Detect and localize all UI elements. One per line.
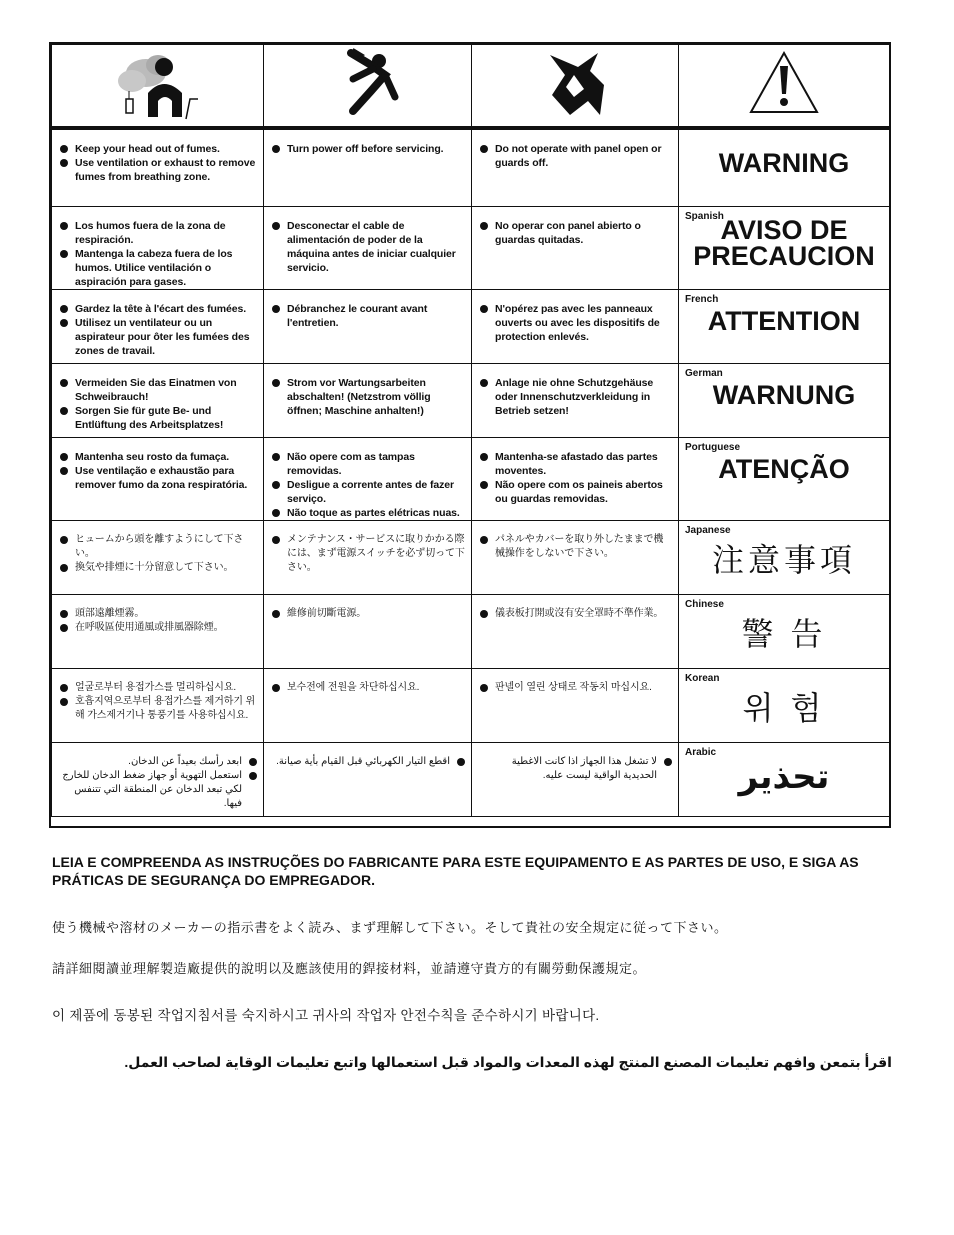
language-cell [679, 520, 890, 594]
warning-cell-c1 [52, 128, 264, 206]
warning-item: No operar con panel abierto o guardas quitadas. [480, 219, 672, 247]
safety-warning-table [49, 42, 891, 828]
warning-item: 儀表板打開或沒有安全罩時不準作業。 [480, 607, 672, 621]
warning-triangle-icon [679, 45, 890, 129]
warning-item: ヒュームから頭を離すようにして下さい。 [60, 533, 257, 561]
electric-shock-icon [264, 45, 472, 129]
warning-item: N'opérez pas avec les panneaux ouverts ou avec les dispositifs de protection enlevés. [480, 302, 672, 344]
warning-cell-c1 [52, 520, 264, 594]
signal-word: AVISO DE PRECAUCION [693, 214, 875, 271]
warning-cell-c2 [264, 742, 472, 816]
warning-item: استعمل التهوية أو جهاز ضغط الدخان للخارج لكي تبعد الدخان عن المنطقة التي تتنفس فيها. [60, 769, 257, 811]
warning-cell-c1 [52, 363, 264, 437]
warning-cell-c2 [264, 128, 472, 206]
warning-cell-c3 [472, 520, 679, 594]
warning-cell-c1 [52, 437, 264, 520]
warning-cell-c2 [264, 363, 472, 437]
language-cell [679, 128, 890, 206]
warning-item: Vermeiden Sie das Einatmen von Schweibrauch! [60, 376, 257, 404]
warning-item: パネルやカバーを取り外したままで機械操作をしないで下さい。 [480, 533, 672, 561]
warning-item: Não opere com as tampas removidas. [272, 450, 465, 478]
signal-word: WARNING [718, 148, 850, 178]
warning-item: Use ventilação e exhaustão para remover fumo da zona respiratória. [60, 464, 257, 492]
warning-cell-c3 [472, 206, 679, 289]
warning-item: Não toque as partes elétricas nuas. [272, 506, 465, 520]
instruction-arabic: اقرأ بتمعن وافهم تعليمات المصنع المنتج لهذه المعدات والمواد قبل استعمالها واتبع تعليمات الوقاية لصاحب العمل. [124, 1054, 892, 1070]
warning-item: 얼굴로부터 용접가스를 멀리하십시요. [60, 681, 257, 695]
signal-word: 注意事項 [711, 541, 856, 578]
warning-item: Strom vor Wartungsarbeiten abschalten! (Netzstrom völlig öffnen; Maschine anhalten!) [272, 376, 465, 418]
language-cell [679, 742, 890, 816]
language-label: Arabic [685, 746, 717, 758]
fumes-icon [52, 45, 264, 129]
warning-item: 維修前切斷電源。 [272, 607, 465, 621]
language-label: French [685, 293, 719, 305]
warning-item: 호흡지역으로부터 용접가스를 제거하기 위해 가스제거기나 통풍기를 사용하십시요. [60, 695, 257, 723]
warning-item: Turn power off before servicing. [272, 142, 465, 156]
warning-item: ابعد رأسك بعيداً عن الدخان. [60, 755, 257, 769]
signal-word: WARNUNG [712, 379, 856, 410]
instruction-korean: 이 제품에 동봉된 작업지침서를 숙지하시고 귀사의 작업자 안전수칙을 준수하시기 바랍니다. [52, 1008, 600, 1023]
signal-word: ATTENTION [707, 305, 861, 336]
warning-item: Mantenha-se afastado das partes moventes. [480, 450, 672, 478]
warning-cell-c3 [472, 128, 679, 206]
warning-cell-c3 [472, 668, 679, 742]
warning-cell-c1 [52, 206, 264, 289]
table-row [52, 437, 890, 520]
warning-cell-c2 [264, 289, 472, 363]
warning-cell-c1 [52, 742, 264, 816]
signal-word: تحذير [738, 757, 830, 796]
warning-item: Não opere com os paineis abertos ou guardas removidas. [480, 478, 672, 506]
warning-item: Mantenga la cabeza fuera de los humos. Utilice ventilación o aspiración para gases. [60, 247, 257, 289]
table-row [52, 289, 890, 363]
warning-cell-c1 [52, 594, 264, 668]
warning-item: Desconectar el cable de alimentación de poder de la máquina antes de iniciar cualquier servicio. [272, 219, 465, 275]
instruction-chinese: 請詳細閱讀並理解製造廠提供的說明以及應該使用的銲接材料，並請遵守貴方的有關勞動保護規定。 [52, 961, 647, 976]
warning-item: メンテナンス・サービスに取りかかる際には、まず電源スイッチを必ず切って下さい。 [272, 533, 465, 575]
warning-cell-c3 [472, 594, 679, 668]
language-cell [679, 668, 890, 742]
warning-item: 판넬이 열린 상태로 작동치 마십시요. [480, 681, 672, 695]
language-label: Spanish [685, 210, 724, 222]
moving-parts-icon [472, 45, 679, 129]
warning-cell-c1 [52, 289, 264, 363]
warning-cell-c1 [52, 668, 264, 742]
warning-item: 換気や排煙に十分留意して下さい。 [60, 561, 257, 575]
warning-cell-c2 [264, 668, 472, 742]
warning-item: Débranchez le courant avant l'entretien. [272, 302, 465, 330]
warning-cell-c2 [264, 594, 472, 668]
signal-word: 위 험 [742, 689, 826, 726]
instruction-portuguese: LEIA E COMPREENDA AS INSTRUÇÕES DO FABRICANTE PARA ESTE EQUIPAMENTO E AS PARTES DE USO, E SIGA AS PRÁTICAS DE SEGURANÇA DO EMPREGADOR. [52, 854, 859, 888]
table-row [52, 206, 890, 289]
warning-item: 頭部遠離煙霧。 [60, 607, 257, 621]
warning-cell-c2 [264, 206, 472, 289]
warning-cell-c2 [264, 520, 472, 594]
language-label: German [685, 367, 723, 379]
warning-item: Gardez la tête à l'écart des fumées. [60, 302, 257, 316]
warning-item: Use ventilation or exhaust to remove fumes from breathing zone. [60, 156, 257, 184]
warning-cell-c3 [472, 289, 679, 363]
instruction-japanese: 使う機械や溶材のメーカーの指示書をよく読み、まず理解して下さい。そして貴社の安全規定に従って下さい。 [52, 920, 728, 935]
language-cell [679, 206, 890, 289]
warning-item: 在呼吸區使用通風或排風器除煙。 [60, 621, 257, 635]
table-row [52, 594, 890, 668]
language-cell [679, 363, 890, 437]
warning-item: Sorgen Sie für gute Be- und Entlüftung des Arbeitsplatzes! [60, 404, 257, 432]
warning-item: Keep your head out of fumes. [60, 142, 257, 156]
warning-item: Utilisez un ventilateur ou un aspirateur pour ôter les fumées des zones de travail. [60, 316, 257, 358]
language-cell [679, 289, 890, 363]
warning-item: 보수전에 전원을 차단하십시요. [272, 681, 465, 695]
warning-cell-c3 [472, 742, 679, 816]
table-row [52, 668, 890, 742]
table-row [52, 742, 890, 816]
language-cell [679, 594, 890, 668]
warning-item: لا تشغل هذا الجهاز اذا كانت الاغطية الحديدية الواقية ليست عليه. [480, 755, 672, 783]
language-cell [679, 437, 890, 520]
language-label: Korean [685, 672, 720, 684]
language-label: Chinese [685, 598, 724, 610]
signal-word: 警 告 [741, 615, 827, 652]
signal-word: ATENÇÃO [718, 453, 850, 484]
language-label: Japanese [685, 524, 731, 536]
language-label: Portuguese [685, 441, 741, 453]
warning-item: Mantenha seu rosto da fumaça. [60, 450, 257, 464]
table-row [52, 520, 890, 594]
warning-item: Desligue a corrente antes de fazer serviço. [272, 478, 465, 506]
warning-cell-c2 [264, 437, 472, 520]
table-row [52, 363, 890, 437]
warning-cell-c3 [472, 363, 679, 437]
warning-item: اقطع التيار الكهربائي قبل القيام بأية صيانة. [272, 755, 465, 769]
table-row [52, 128, 890, 206]
warning-item: Do not operate with panel open or guards off. [480, 142, 672, 170]
warning-cell-c3 [472, 437, 679, 520]
warning-item: Anlage nie ohne Schutzgehäuse oder Innenschutzverkleidung in Betrieb setzen! [480, 376, 672, 418]
warning-item: Los humos fuera de la zona de respiración. [60, 219, 257, 247]
